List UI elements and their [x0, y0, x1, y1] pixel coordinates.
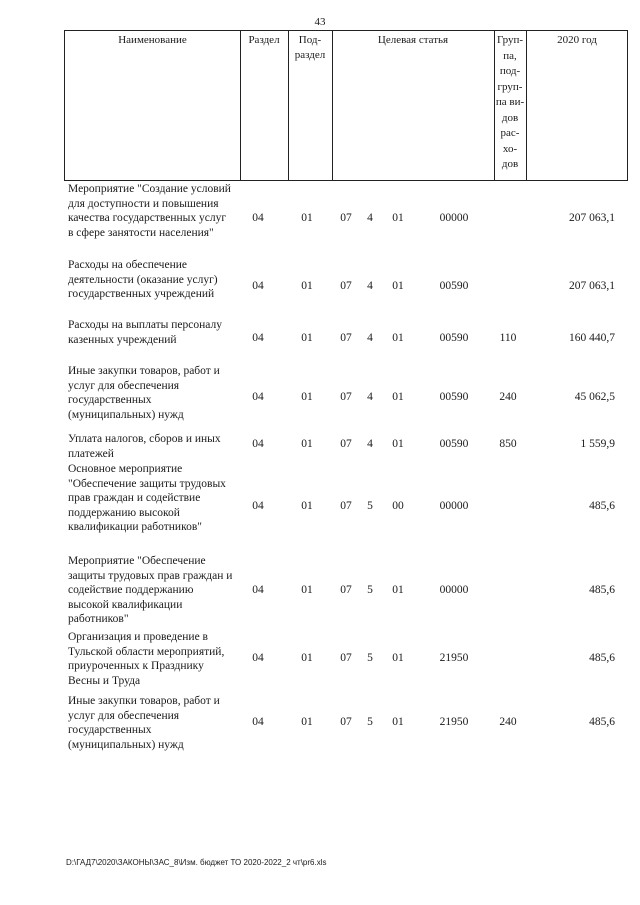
- cell-name: Расходы на выплаты персоналу казенных учреждений: [68, 319, 222, 346]
- cell-razdel: 04: [252, 716, 264, 728]
- cell-target-event: 01: [392, 584, 404, 596]
- cell-target-event: 01: [392, 652, 404, 664]
- cell-amount-2020: 207 063,1: [569, 280, 615, 292]
- cell-target-program: 07: [340, 212, 352, 224]
- header-subsection: Под- раздел: [294, 34, 326, 61]
- cell-expense-type: 850: [499, 438, 517, 450]
- cell-target-program: 07: [340, 280, 352, 292]
- cell-podrazdel: 01: [301, 212, 313, 224]
- cell-expense-type: 110: [499, 332, 517, 344]
- cell-razdel: 04: [252, 280, 264, 292]
- cell-target-subprogram: 5: [367, 584, 373, 596]
- header-group: Груп- па, под- груп- па ви- дов рас- хо- дов: [495, 34, 525, 170]
- cell-amount-2020: 207 063,1: [569, 212, 615, 224]
- page-number: 43: [314, 16, 326, 28]
- cell-target-subprogram: 5: [367, 716, 373, 728]
- cell-target-program: 07: [340, 438, 352, 450]
- cell-amount-2020: 485,6: [589, 584, 615, 596]
- cell-razdel: 04: [252, 212, 264, 224]
- cell-target-program: 07: [340, 716, 352, 728]
- cell-razdel: 04: [252, 584, 264, 596]
- cell-target-subprogram: 4: [367, 212, 373, 224]
- cell-razdel: 04: [252, 391, 264, 403]
- cell-expense-type: 240: [499, 391, 517, 403]
- cell-target-subprogram: 4: [367, 280, 373, 292]
- cell-target-program: 07: [340, 391, 352, 403]
- cell-target-program: 07: [340, 500, 352, 512]
- cell-amount-2020: 45 062,5: [574, 391, 615, 403]
- cell-amount-2020: 1 559,9: [580, 438, 615, 450]
- cell-podrazdel: 01: [301, 716, 313, 728]
- cell-podrazdel: 01: [301, 584, 313, 596]
- cell-target-subprogram: 4: [367, 332, 373, 344]
- cell-target-program: 07: [340, 332, 352, 344]
- header-section: Раздел: [248, 34, 280, 46]
- header-name: Наименование: [118, 34, 187, 46]
- cell-razdel: 04: [252, 332, 264, 344]
- cell-razdel: 04: [252, 438, 264, 450]
- cell-target-direction: 21950: [439, 652, 469, 664]
- cell-target-event: 01: [392, 438, 404, 450]
- cell-target-direction: 00590: [439, 438, 469, 450]
- cell-target-event: 01: [392, 280, 404, 292]
- cell-name: Иные закупки товаров, работ и услуг для обеспечения государственных (муниципальных) нужд: [68, 365, 220, 421]
- cell-amount-2020: 485,6: [589, 652, 615, 664]
- file-path-footer: D:\ГАД7\2020\ЗАКОНЫ\ЗАС_8\Изм. бюджет ТО 2020-2022_2 чт\pr6.xls: [66, 858, 327, 867]
- cell-name: Мероприятие "Создание условий для доступности и повышения качества государственных услуг в сфере занятости населения": [68, 183, 231, 239]
- cell-target-event: 00: [392, 500, 404, 512]
- cell-podrazdel: 01: [301, 391, 313, 403]
- cell-podrazdel: 01: [301, 438, 313, 450]
- cell-target-direction: 00590: [439, 332, 469, 344]
- cell-target-subprogram: 4: [367, 438, 373, 450]
- header-year: 2020 год: [557, 34, 597, 46]
- header-target: Целевая статья: [377, 34, 449, 46]
- cell-amount-2020: 485,6: [589, 716, 615, 728]
- cell-target-direction: 21950: [439, 716, 469, 728]
- cell-target-program: 07: [340, 584, 352, 596]
- cell-razdel: 04: [252, 500, 264, 512]
- cell-name: Организация и проведение в Тульской области мероприятий, приуроченных к Празднику Весны и Труда: [68, 631, 225, 687]
- cell-target-subprogram: 5: [367, 652, 373, 664]
- cell-amount-2020: 485,6: [589, 500, 615, 512]
- cell-target-event: 01: [392, 212, 404, 224]
- cell-podrazdel: 01: [301, 652, 313, 664]
- cell-target-event: 01: [392, 391, 404, 403]
- cell-target-direction: 00590: [439, 280, 469, 292]
- cell-amount-2020: 160 440,7: [569, 332, 615, 344]
- cell-podrazdel: 01: [301, 332, 313, 344]
- cell-target-subprogram: 5: [367, 500, 373, 512]
- cell-target-event: 01: [392, 716, 404, 728]
- cell-target-direction: 00590: [439, 391, 469, 403]
- cell-name: Основное мероприятие "Обеспечение защиты трудовых прав граждан и содействие поддержанию высокой квалификации работников": [68, 463, 226, 534]
- cell-podrazdel: 01: [301, 280, 313, 292]
- cell-name: Иные закупки товаров, работ и услуг для обеспечения государственных (муниципальных) нужд: [68, 695, 220, 751]
- cell-target-subprogram: 4: [367, 391, 373, 403]
- cell-target-direction: 00000: [439, 584, 469, 596]
- cell-name: Мероприятие "Обеспечение защиты трудовых прав граждан и содействие поддержанию высокой квалификации работников": [68, 555, 233, 626]
- cell-expense-type: 240: [499, 716, 517, 728]
- cell-name: Расходы на обеспечение деятельности (оказание услуг) государственных учреждений: [68, 259, 218, 301]
- cell-target-program: 07: [340, 652, 352, 664]
- table-header: [64, 30, 628, 181]
- cell-target-event: 01: [392, 332, 404, 344]
- cell-razdel: 04: [252, 652, 264, 664]
- cell-name: Уплата налогов, сборов и иных платежей: [68, 433, 221, 460]
- cell-target-direction: 00000: [439, 500, 469, 512]
- cell-podrazdel: 01: [301, 500, 313, 512]
- cell-target-direction: 00000: [439, 212, 469, 224]
